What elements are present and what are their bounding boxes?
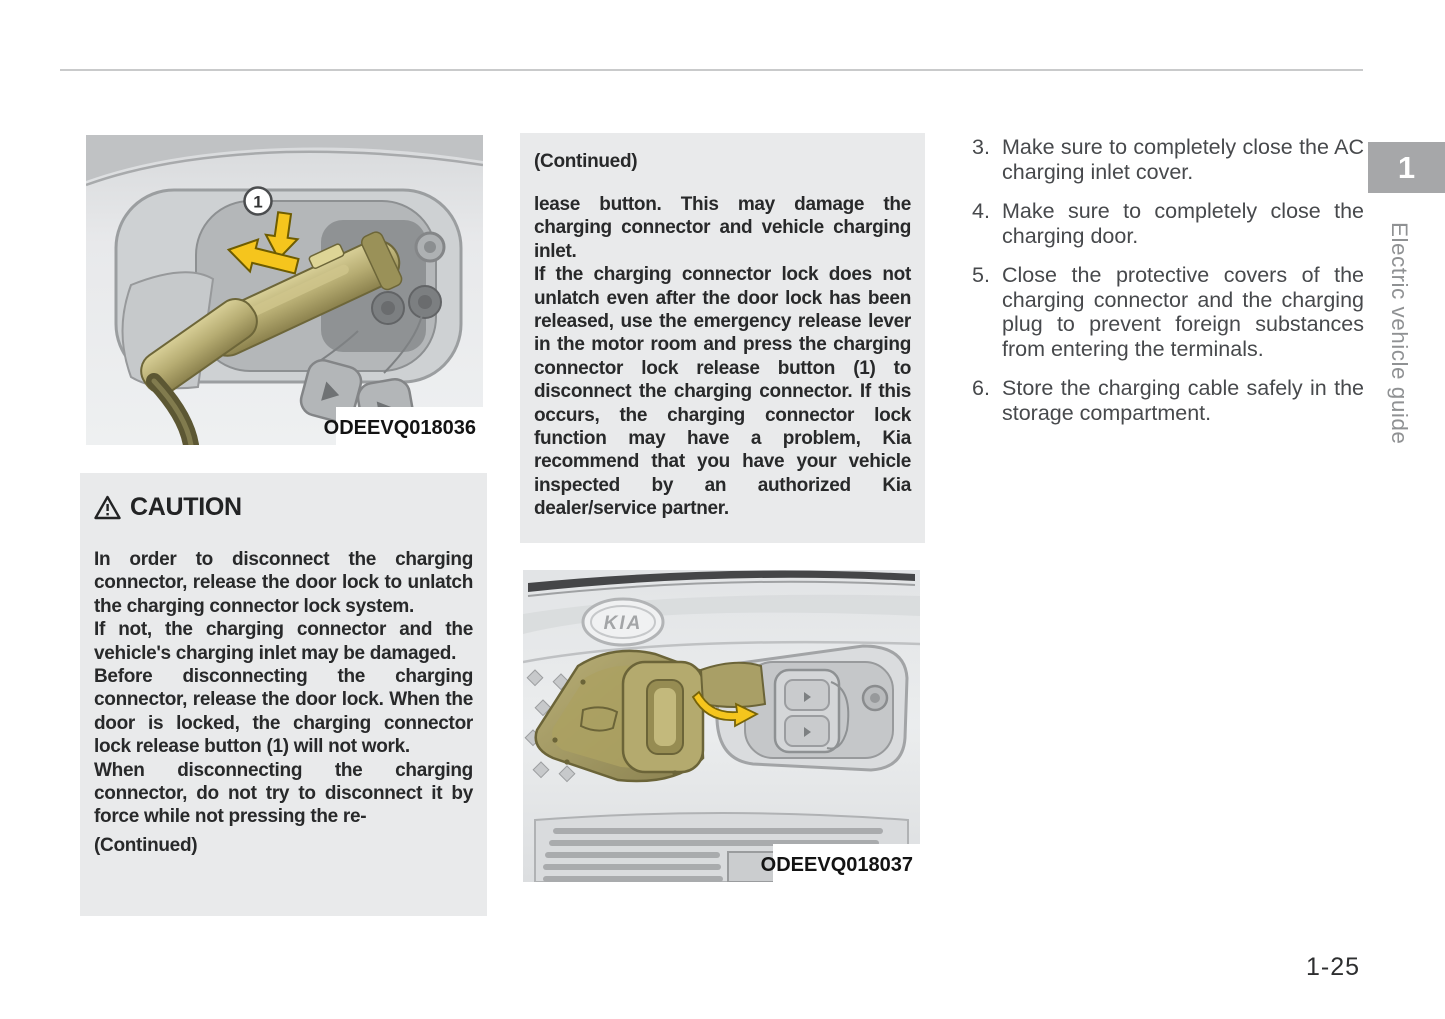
- step-number: 5.: [972, 263, 990, 287]
- figure-code: ODEEVQ018036: [323, 417, 476, 439]
- charging-connector-illustration: [86, 135, 483, 445]
- chapter-tab: 1: [1368, 142, 1445, 193]
- figure-charging-door: [523, 570, 920, 882]
- step-number: 6.: [972, 376, 990, 400]
- continued-paragraph: lease button. This may damage the charging connector and vehicle charging inlet.: [534, 194, 911, 262]
- warning-triangle-icon: [94, 495, 121, 520]
- step-text: Make sure to completely close the AC charging inlet cover.: [1002, 135, 1364, 184]
- continued-box: [520, 133, 925, 543]
- list-item: [972, 376, 1364, 425]
- figure-code: ODEEVQ018037: [760, 854, 913, 876]
- list-item: [972, 199, 1364, 248]
- kia-badge-label: KIA: [603, 613, 643, 634]
- list-item: [972, 135, 1364, 184]
- step-number: 4.: [972, 199, 990, 223]
- caution-box: [80, 473, 487, 916]
- step-text: Make sure to completely close the charging door.: [1002, 199, 1364, 248]
- page-number: 1-25: [1306, 953, 1361, 981]
- header-rule: [60, 69, 1363, 71]
- list-item: [972, 263, 1364, 361]
- step-number: 3.: [972, 135, 990, 159]
- caution-paragraph: When disconnecting the charging connector, do not try to disconnect it by force while not pressing the re-: [94, 759, 473, 828]
- caution-title: CAUTION: [130, 493, 242, 521]
- callout-label: 1: [253, 192, 263, 212]
- caution-paragraph: Before disconnecting the charging connector, release the door lock. When the door is locked, the charging connector lock release button (1) will not work.: [94, 666, 473, 758]
- instruction-list: [972, 135, 1364, 440]
- caution-paragraph: In order to disconnect the charging connector, release the door lock to unlatch the charging connector lock system.: [94, 549, 473, 617]
- step-text: Close the protective covers of the charging connector and the charging plug to prevent foreign substances from entering the terminals.: [1002, 263, 1364, 361]
- figure-charging-connector: [86, 135, 483, 445]
- continued-heading: (Continued): [534, 151, 638, 172]
- sidebar-title: Electric vehicle guide: [1387, 222, 1412, 445]
- caution-paragraph: If not, the charging connector and the vehicle's charging inlet may be damaged.: [94, 619, 473, 664]
- step-text: Store the charging cable safely in the storage compartment.: [1002, 376, 1364, 425]
- charging-door-illustration: [523, 570, 920, 882]
- continued-note: (Continued): [94, 834, 198, 856]
- continued-paragraph: If the charging connector lock does not unlatch even after the door lock has been released, use the emergency release lever in the motor room and press the charging connector lock release button (1) to disconnect the charging connector. If this occurs, the charging connector lock function may have a problem, Kia recommend that you have your vehicle inspected by an authorized Kia dealer/service partner.: [534, 264, 911, 520]
- caution-header: [94, 493, 473, 522]
